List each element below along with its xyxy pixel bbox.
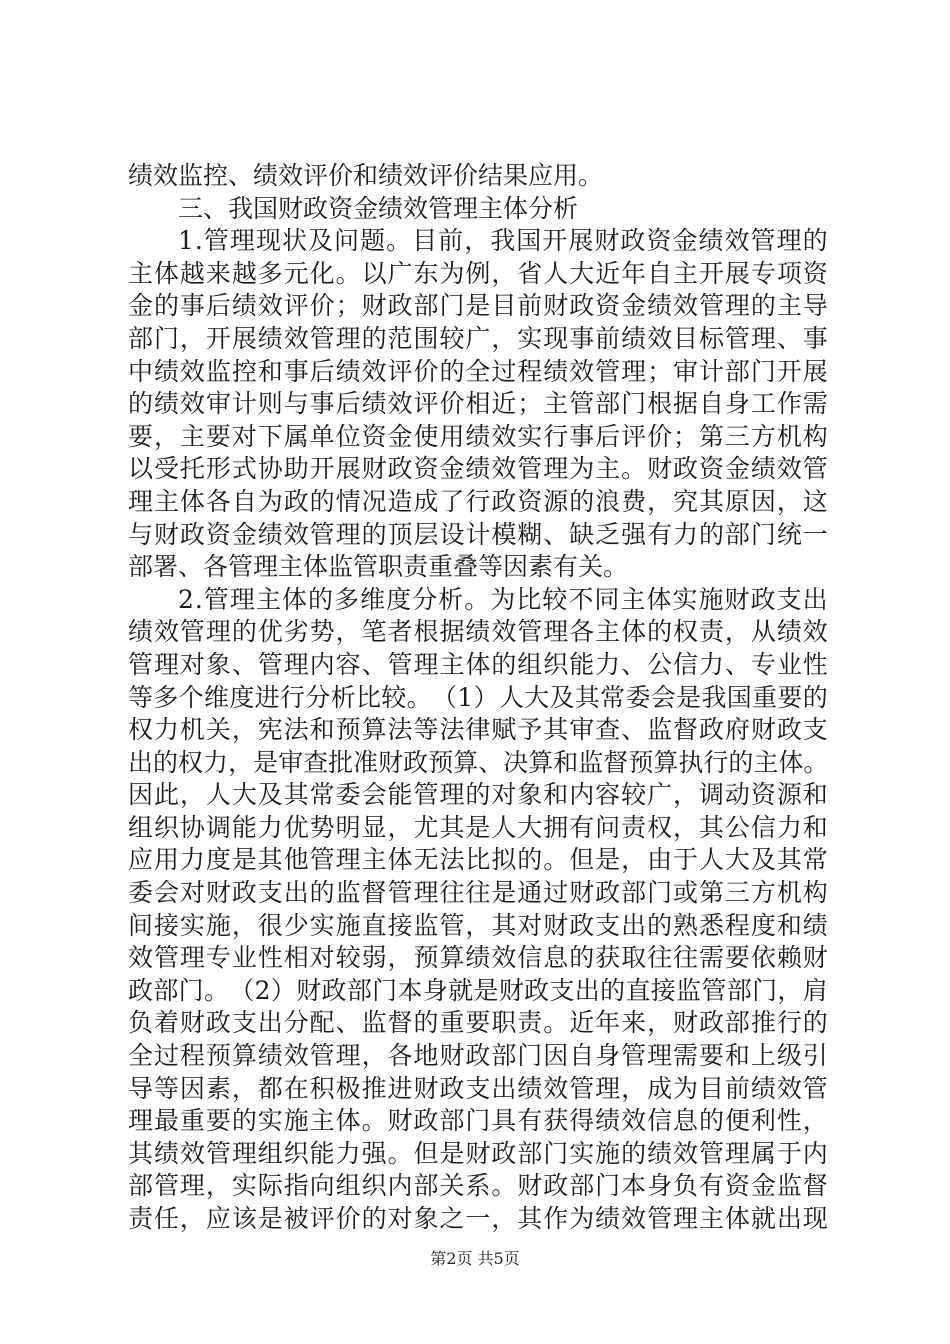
text-line: 要 ， 主 要 对 下 属 单 位 资 金 使 用 绩 效 实 行 事 后 评 价 ； 第 三 方 机 构 <box>128 421 828 451</box>
text-line: 负 着 财 政 支 出 分 配 、 监 督 的 重 要 职 责 。 近 年 来 ， 财 政 部 推 行 的 <box>128 1008 828 1038</box>
text-line: 理 最 重 要 的 实 施 主 体 。 财 政 部 门 具 有 获 得 绩 效 信 息 的 便 利 性 ， <box>128 1106 828 1136</box>
text-line: 责 任 ， 应 该 是 被 评 价 的 对 象 之 一 ， 其 作 为 绩 效 管 理 主 体 就 出 现 <box>128 1204 828 1233</box>
text-line: 委 会 对 财 政 支 出 的 监 督 管 理 往 往 是 通 过 财 政 部 门 或 第 三 方 机 构 <box>128 878 828 908</box>
text-line: 部 门 ， 开 展 绩 效 管 理 的 范 围 较 广 ， 实 现 事 前 绩 效 目 标 管 理 、 事 <box>128 323 828 353</box>
text-line: 1 . 管 理 现 状 及 问 题 。 目 前 ， 我 国 开 展 财 政 资 金 绩 效 管 理 的 <box>178 226 828 256</box>
text-line: 政 部 门 。 （ 2 ） 财 政 部 门 本 身 就 是 财 政 支 出 的 直 接 监 管 部 门 ， 肩 <box>128 975 828 1005</box>
text-line: 中 绩 效 监 控 和 事 后 绩 效 评 价 的 全 过 程 绩 效 管 理 ； 审 计 部 门 开 展 <box>128 356 828 386</box>
text-line: 出 的 权 力 ， 是 审 查 批 准 财 政 预 算 、 决 算 和 监 督 预 算 执 行 的 主 体 。 <box>128 747 829 777</box>
text-line: 以 受 托 形 式 协 助 开 展 财 政 资 金 绩 效 管 理 为 主 。 财 政 资 金 绩 效 管 <box>128 454 828 484</box>
document-body <box>128 160 828 1236</box>
text-line: 效 管 理 专 业 性 相 对 较 弱 ， 预 算 绩 效 信 息 的 获 取 往 往 需 要 依 赖 财 <box>128 943 828 973</box>
text-line: 全 过 程 预 算 绩 效 管 理 ， 各 地 财 政 部 门 因 自 身 管 理 需 要 和 上 级 引 <box>128 1041 828 1071</box>
text-line: 应 用 力 度 是 其 他 管 理 主 体 无 法 比 拟 的 。 但 是 ， 由 于 人 大 及 其 常 <box>128 845 828 875</box>
text-line: 导 等 因 素 ， 都 在 积 极 推 进 财 政 支 出 绩 效 管 理 ， 成 为 目 前 绩 效 管 <box>128 1073 828 1103</box>
text-line: 绩 效 管 理 的 优 劣 势 ， 笔 者 根 据 绩 效 管 理 各 主 体 的 权 责 ， 从 绩 效 <box>128 617 828 647</box>
text-line: 部 管 理 ， 实 际 指 向 组 织 内 部 关 系 。 财 政 部 门 本 身 负 有 资 金 监 督 <box>128 1171 828 1201</box>
text-line: 绩效监控、绩效评价和绩效评价结果应用。 <box>128 161 604 190</box>
text-line: 与 财 政 资 金 绩 效 管 理 的 顶 层 设 计 模 糊 、 缺 乏 强 有 力 的 部 门 统 一 <box>128 519 828 549</box>
text-line: 的 绩 效 审 计 则 与 事 后 绩 效 评 价 相 近 ； 主 管 部 门 根 据 自 身 工 作 需 <box>128 389 828 419</box>
page-footer: 第2页 共5页 <box>430 1249 520 1268</box>
text-line: 2 . 管 理 主 体 的 多 维 度 分 析 。 为 比 较 不 同 主 体 实 施 财 政 支 出 <box>178 584 828 614</box>
text-line: 三、我国财政资金绩效管理主体分析 <box>178 193 579 223</box>
text-line: 间 接 实 施 ， 很 少 实 施 直 接 监 管 ， 其 对 财 政 支 出 的 熟 悉 程 度 和 绩 <box>128 910 828 940</box>
text-line: 因 此 ， 人 大 及 其 常 委 会 能 管 理 的 对 象 和 内 容 较 广 ， 调 动 资 源 和 <box>128 780 828 810</box>
text-line: 理 主 体 各 自 为 政 的 情 况 造 成 了 行 政 资 源 的 浪 费 ， 究 其 原 因 ， 这 <box>128 486 828 516</box>
text-line: 组 织 协 调 能 力 优 势 明 显 ， 尤 其 是 人 大 拥 有 问 责 权 ， 其 公 信 力 和 <box>128 812 828 842</box>
text-line: 其 绩 效 管 理 组 织 能 力 强 。 但 是 财 政 部 门 实 施 的 绩 效 管 理 属 于 内 <box>128 1138 828 1168</box>
text-line: 管 理 对 象 、 管 理 内 容 、 管 理 主 体 的 组 织 能 力 、 公 信 力 、 专 业 性 <box>128 649 828 679</box>
text-line: 部署、各管理主体监管职责重叠等因素有关。 <box>128 552 629 582</box>
text-line: 权 力 机 关 ， 宪 法 和 预 算 法 等 法 律 赋 予 其 审 查 、 监 督 政 府 财 政 支 <box>128 715 828 745</box>
text-line: 主 体 越 来 越 多 元 化 。 以 广 东 为 例 ， 省 人 大 近 年 自 主 开 展 专 项 资 <box>128 258 828 288</box>
text-line: 金 的 事 后 绩 效 评 价 ； 财 政 部 门 是 目 前 财 政 资 金 绩 效 管 理 的 主 导 <box>128 291 828 321</box>
text-line: 等 多 个 维 度 进 行 分 析 比 较 。 （ 1 ） 人 大 及 其 常 委 会 是 我 国 重 要 的 <box>128 682 828 712</box>
